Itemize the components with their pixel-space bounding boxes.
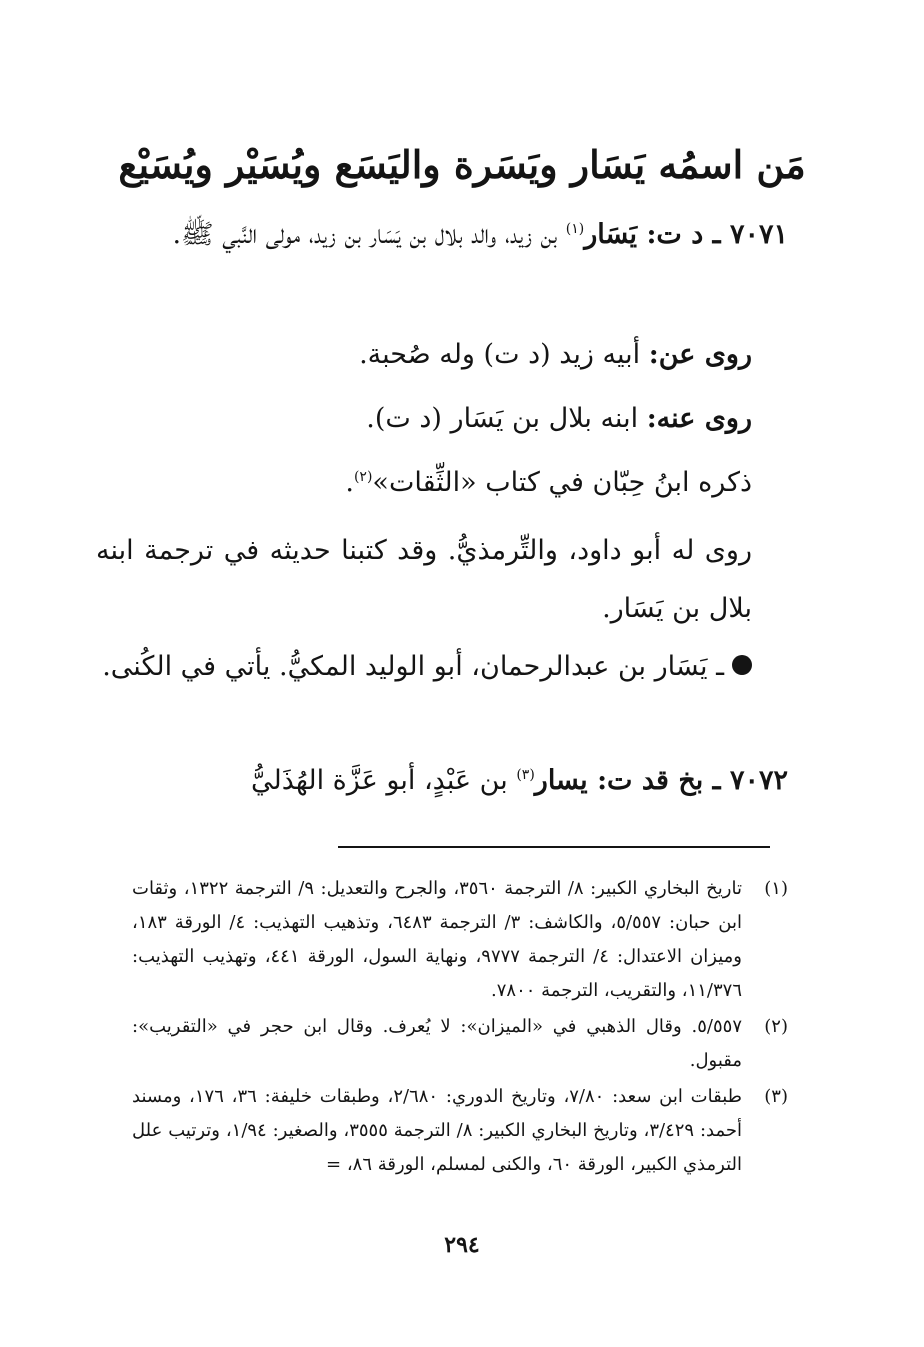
narrated-by xyxy=(96,394,788,444)
cross-reference-text: ـ يَسَار بن عبدالرحمان، أبو الوليد المكيُّ. يأتي في الكُنى. xyxy=(102,651,724,682)
footnote-number: (٣) xyxy=(764,1086,788,1107)
narrated-from-label: روى عن: xyxy=(648,339,752,370)
thiqat-end: . xyxy=(345,467,354,498)
footnote-number: (٢) xyxy=(764,1016,788,1037)
entry-7072 xyxy=(132,756,788,806)
footnote-ref-3: (٣) xyxy=(516,767,535,783)
entry-7072-text: بن عَبْدٍ، أبو عَزَّة الهُذَليُّ xyxy=(251,765,517,796)
footnote-text: ٥/٥٥٧. وقال الذهبي في «الميزان»: لا يُعرف. وقال ابن حجر في «التقريب»: مقبول. xyxy=(132,1016,742,1071)
page-number: ٢٩٤ xyxy=(444,1232,480,1258)
section-title: مَن اسمُه يَسَار ويَسَرة واليَسَع ويُسَيْر ويُسَيْع xyxy=(118,142,806,187)
footnote-ref-1: (١) xyxy=(565,221,585,237)
entry-7071-text: بن زيد، والد بلال بن يَسَار بن زيد، مولى النَّبي ﷺ. xyxy=(172,219,566,250)
narrated-by-label: روى عنه: xyxy=(646,403,752,434)
cross-reference xyxy=(96,638,788,696)
thiqat-text: ذكره ابنُ حِبّان في كتاب «الثِّقات» xyxy=(372,467,752,498)
entry-7071 xyxy=(132,206,788,264)
footnote-number: (١) xyxy=(764,878,788,899)
rawa-lahu-paragraph: روى له أبو داود، والتِّرمذيُّ. وقد كتبنا حديثه في ترجمة ابنه بلال بن يَسَار. xyxy=(96,535,752,624)
entry-7072-head: ٧٠٧٢ ـ بخ قد ت: يسار xyxy=(534,765,788,796)
footnote-text: تاريخ البخاري الكبير: ٨/ الترجمة ٣٥٦٠، والجرح والتعديل: ٩/ الترجمة ١٣٢٢، وثقات ابن حبان: ٥/٥٥٧، والكاشف: ٣/ الترجمة ٦٤٨٣، وتذهيب التهذيب: ٤/ الورقة ١٨٣، وميزان الاعتدال: ٤/ الترجمة ٩٧٧٧، ونهاية السول، الورقة ٤٤١، وتهذيب التهذيب: ١١/٣٧٦، والتقريب، الترجمة ٧٨٠٠. xyxy=(132,878,742,1001)
footnotes xyxy=(132,872,788,1184)
footnote-text: طبقات ابن سعد: ٧/٨٠، وتاريخ الدوري: ٢/٦٨٠، وطبقات خليفة: ٣٦، ١٧٦، ومسند أحمد: ٣/٤٢٩، وتاريخ البخاري الكبير: ٨/ الترجمة ٣٥٥٥، والصغير: ١/٩٤، وترتيب علل الترمذي الكبير، الورقة ٦٠، والكنى لمسلم، الورقة ٨٦، = xyxy=(132,1086,743,1175)
bullet-icon xyxy=(732,655,752,675)
footnote-divider xyxy=(338,846,770,848)
thiqat-line xyxy=(96,458,788,508)
narrated-from xyxy=(96,330,788,380)
footnote-ref-2: (٢) xyxy=(353,469,373,485)
footnote-2 xyxy=(132,1010,788,1078)
narrated-from-text: أبيه زيد (د ت) وله صُحبة. xyxy=(359,339,649,370)
footnote-1 xyxy=(132,872,788,1008)
footnote-3 xyxy=(132,1080,788,1182)
entry-7071-head: ٧٠٧١ ـ د ت: يَسَار xyxy=(584,219,788,250)
narrated-by-text: ابنه بلال بن يَسَار (د ت). xyxy=(366,403,647,434)
